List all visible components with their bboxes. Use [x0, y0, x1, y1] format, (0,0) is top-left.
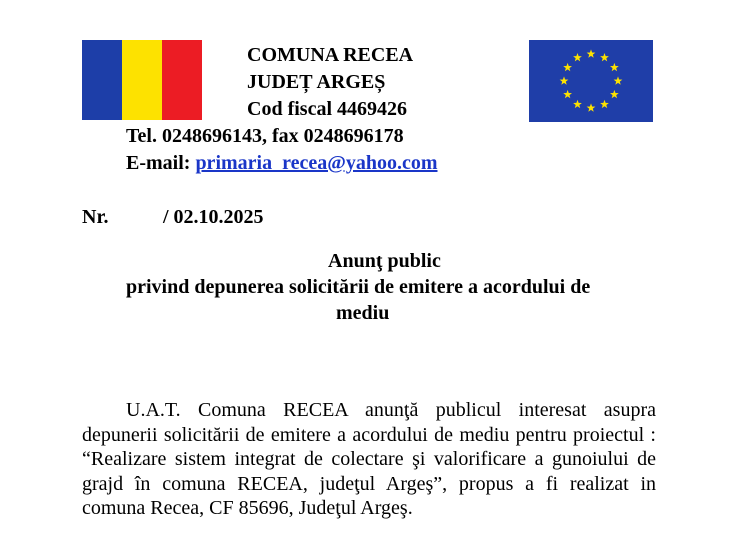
eu-star-icon — [600, 100, 609, 108]
eu-star-icon — [573, 100, 582, 108]
commune-name: COMUNA RECEA — [247, 44, 414, 66]
registration-number-label: Nr. — [82, 206, 109, 228]
county-name: JUDEȚ ARGEȘ — [247, 71, 386, 93]
flag-stripe-blue — [82, 40, 122, 120]
eu-star-icon — [610, 90, 619, 98]
registration-date: / 02.10.2025 — [163, 206, 264, 228]
eu-flag — [529, 40, 653, 122]
fiscal-code: Cod fiscal 4469426 — [247, 98, 407, 120]
email-link[interactable]: primaria_recea@yahoo.com — [195, 152, 438, 174]
eu-star-icon — [587, 103, 596, 111]
eu-stars-icon — [529, 40, 653, 122]
email-line — [126, 150, 438, 176]
announcement-body — [82, 398, 656, 521]
romanian-flag — [82, 40, 202, 120]
flag-stripe-yellow — [122, 40, 162, 120]
announcement-paragraph: U.A.T. Comuna RECEA anunţă publicul interesat asupra depunerii solicitării de emitere a acordului de mediu pentru proiectul : “Realizare sistem integrat de colectare şi valorificare a gunoiului de grajd în comuna RECEA, judeţul Argeş”, propus a fi realizat in comuna Recea, CF 85696, Judeţul Argeş. — [82, 399, 656, 519]
eu-star-icon — [560, 76, 569, 84]
eu-star-icon — [563, 90, 572, 98]
email-label: E-mail: — [126, 152, 196, 174]
announcement-subtitle-line1: privind depunerea solicitării de emitere a acordului de — [126, 276, 591, 298]
eu-star-icon — [563, 63, 572, 71]
announcement-title: Anunţ public — [328, 250, 441, 272]
eu-star-icon — [614, 76, 623, 84]
eu-star-icon — [600, 53, 609, 61]
announcement-subtitle-line2: mediu — [336, 302, 390, 324]
eu-star-icon — [573, 53, 582, 61]
flag-stripe-red — [162, 40, 202, 120]
eu-star-icon — [587, 49, 596, 57]
eu-star-icon — [610, 63, 619, 71]
phone-fax: Tel. 0248696143, fax 0248696178 — [126, 125, 404, 147]
